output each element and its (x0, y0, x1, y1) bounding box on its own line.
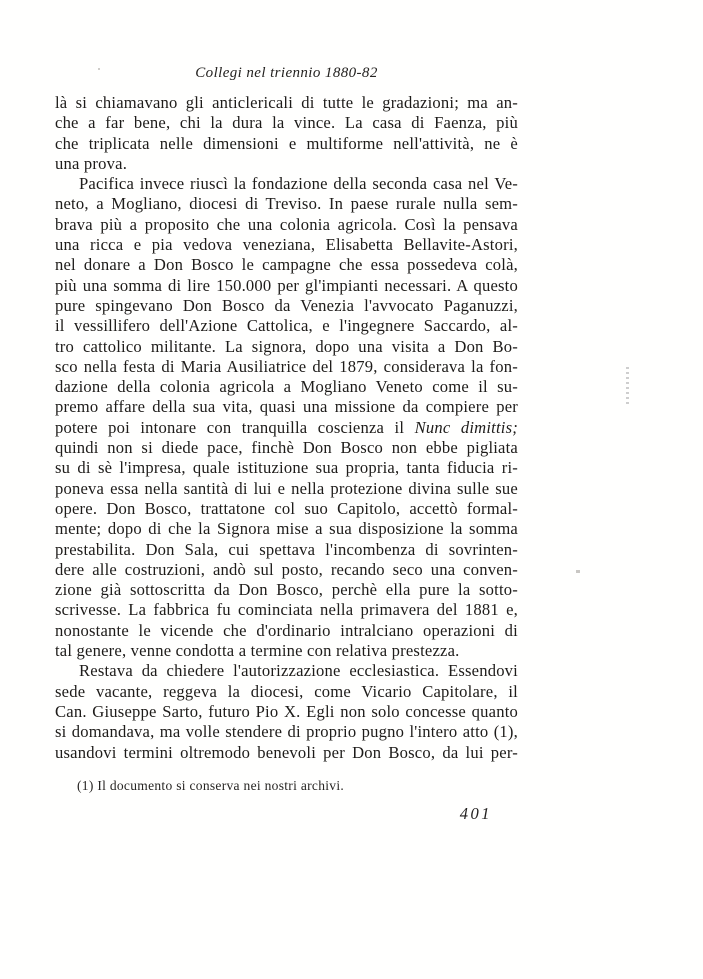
scan-artifact (98, 68, 100, 70)
text-line: Pacifica invece riuscì la fondazione della seconda casa nel Ve- (79, 174, 518, 194)
text-line: che triplicata nelle dimensioni e multiforme nell'attività, ne è (55, 133, 518, 153)
text-line: una ricca e pia vedova veneziana, Elisabetta Bellavite-Astori, (55, 235, 518, 255)
text-line: poneva essa nella santità di lui e nella protezione divina sulle sue (55, 478, 518, 498)
text-line: una prova. (55, 153, 128, 173)
text-line: Restava da chiedere l'autorizzazione ecclesiastica. Essendovi (79, 661, 518, 681)
paragraph (55, 93, 518, 174)
text-line: nonostante le vicende che d'ordinario intralciano operazioni di (55, 620, 518, 640)
text-line: pure spingevano Don Bosco da Venezia l'avvocato Paganuzzi, (55, 295, 518, 315)
text-line: usandovi termini oltremodo benevoli per Don Bosco, da lui per- (55, 742, 518, 762)
scan-artifact (576, 570, 580, 573)
text-line: sco nella festa di Maria Ausiliatrice del 1879, considerava la fon- (55, 356, 518, 376)
text-line: il vessillifero dell'Azione Cattolica, e l'ingegnere Saccardo, al- (55, 316, 518, 336)
text-line: tal genere, venne condotta a termine con relativa prestezza. (55, 641, 460, 661)
scan-artifact (626, 367, 629, 407)
text-line: Can. Giuseppe Sarto, futuro Pio X. Egli non solo concesse quanto (55, 701, 518, 721)
text-line: dazione della colonia agricola a Mogliano Veneto come il su- (55, 377, 518, 397)
text-line: tro cattolico militante. La signora, dopo una visita a Don Bo- (55, 336, 518, 356)
paragraph (55, 174, 518, 661)
text-line: più una somma di lire 150.000 per gl'impianti necessari. A questo (55, 275, 518, 295)
text-line: dere alle costruzioni, andò sul posto, recando seco una conven- (55, 559, 518, 579)
text-segment: potere poi intonare con tranquilla coscienza il (55, 417, 415, 437)
text-line: scrivesse. La fabbrica fu cominciata nella primavera del 1881 e, (55, 600, 518, 620)
footnote: (1) Il documento si conserva nei nostri archivi. (77, 778, 345, 793)
italic-text: Nunc dimittis; (414, 417, 518, 437)
paragraph (55, 661, 518, 762)
text-line: brava più a proposito che una colonia agricola. Così la pensava (55, 214, 518, 234)
text-line (55, 418, 518, 438)
text-line: neto, a Mogliano, diocesi di Treviso. In paese rurale nulla sem- (55, 194, 518, 214)
text-line: che a far bene, chi la dura la vince. La casa di Faenza, più (55, 113, 518, 133)
text-line: là si chiamavano gli anticlericali di tutte le gradazioni; ma an- (55, 93, 518, 112)
text-line: opere. Don Bosco, trattatone col suo Capitolo, accettò formal- (55, 498, 518, 518)
text-line: si domandava, ma volle stendere di proprio pugno l'intero atto (1), (55, 722, 518, 742)
text-line: zione già sottoscritta da Don Bosco, perchè ella pure la sotto- (55, 580, 518, 600)
text-line: nel donare a Don Bosco le campagne che essa possedeva colà, (55, 255, 518, 275)
text-line: quindi non si diede pace, finchè Don Bosco non ebbe pigliata (55, 438, 518, 458)
text-line: mente; dopo di che la Signora mise a sua disposizione la somma (55, 519, 518, 539)
body-text (55, 93, 518, 763)
text-line: su di sè l'impresa, quale istituzione sua propria, tanta fiducia ri- (55, 458, 518, 478)
page-number: 401 (459, 804, 492, 823)
running-header: Collegi nel triennio 1880-82 (195, 65, 378, 81)
text-line: prestabilita. Don Sala, cui spettava l'incombenza di sovrinten- (55, 539, 518, 559)
text-line: premo affare della sua vita, quasi una missione da compiere per (55, 397, 518, 417)
text-line: sede vacante, reggeva la diocesi, come Vicario Capitolare, il (55, 681, 518, 701)
